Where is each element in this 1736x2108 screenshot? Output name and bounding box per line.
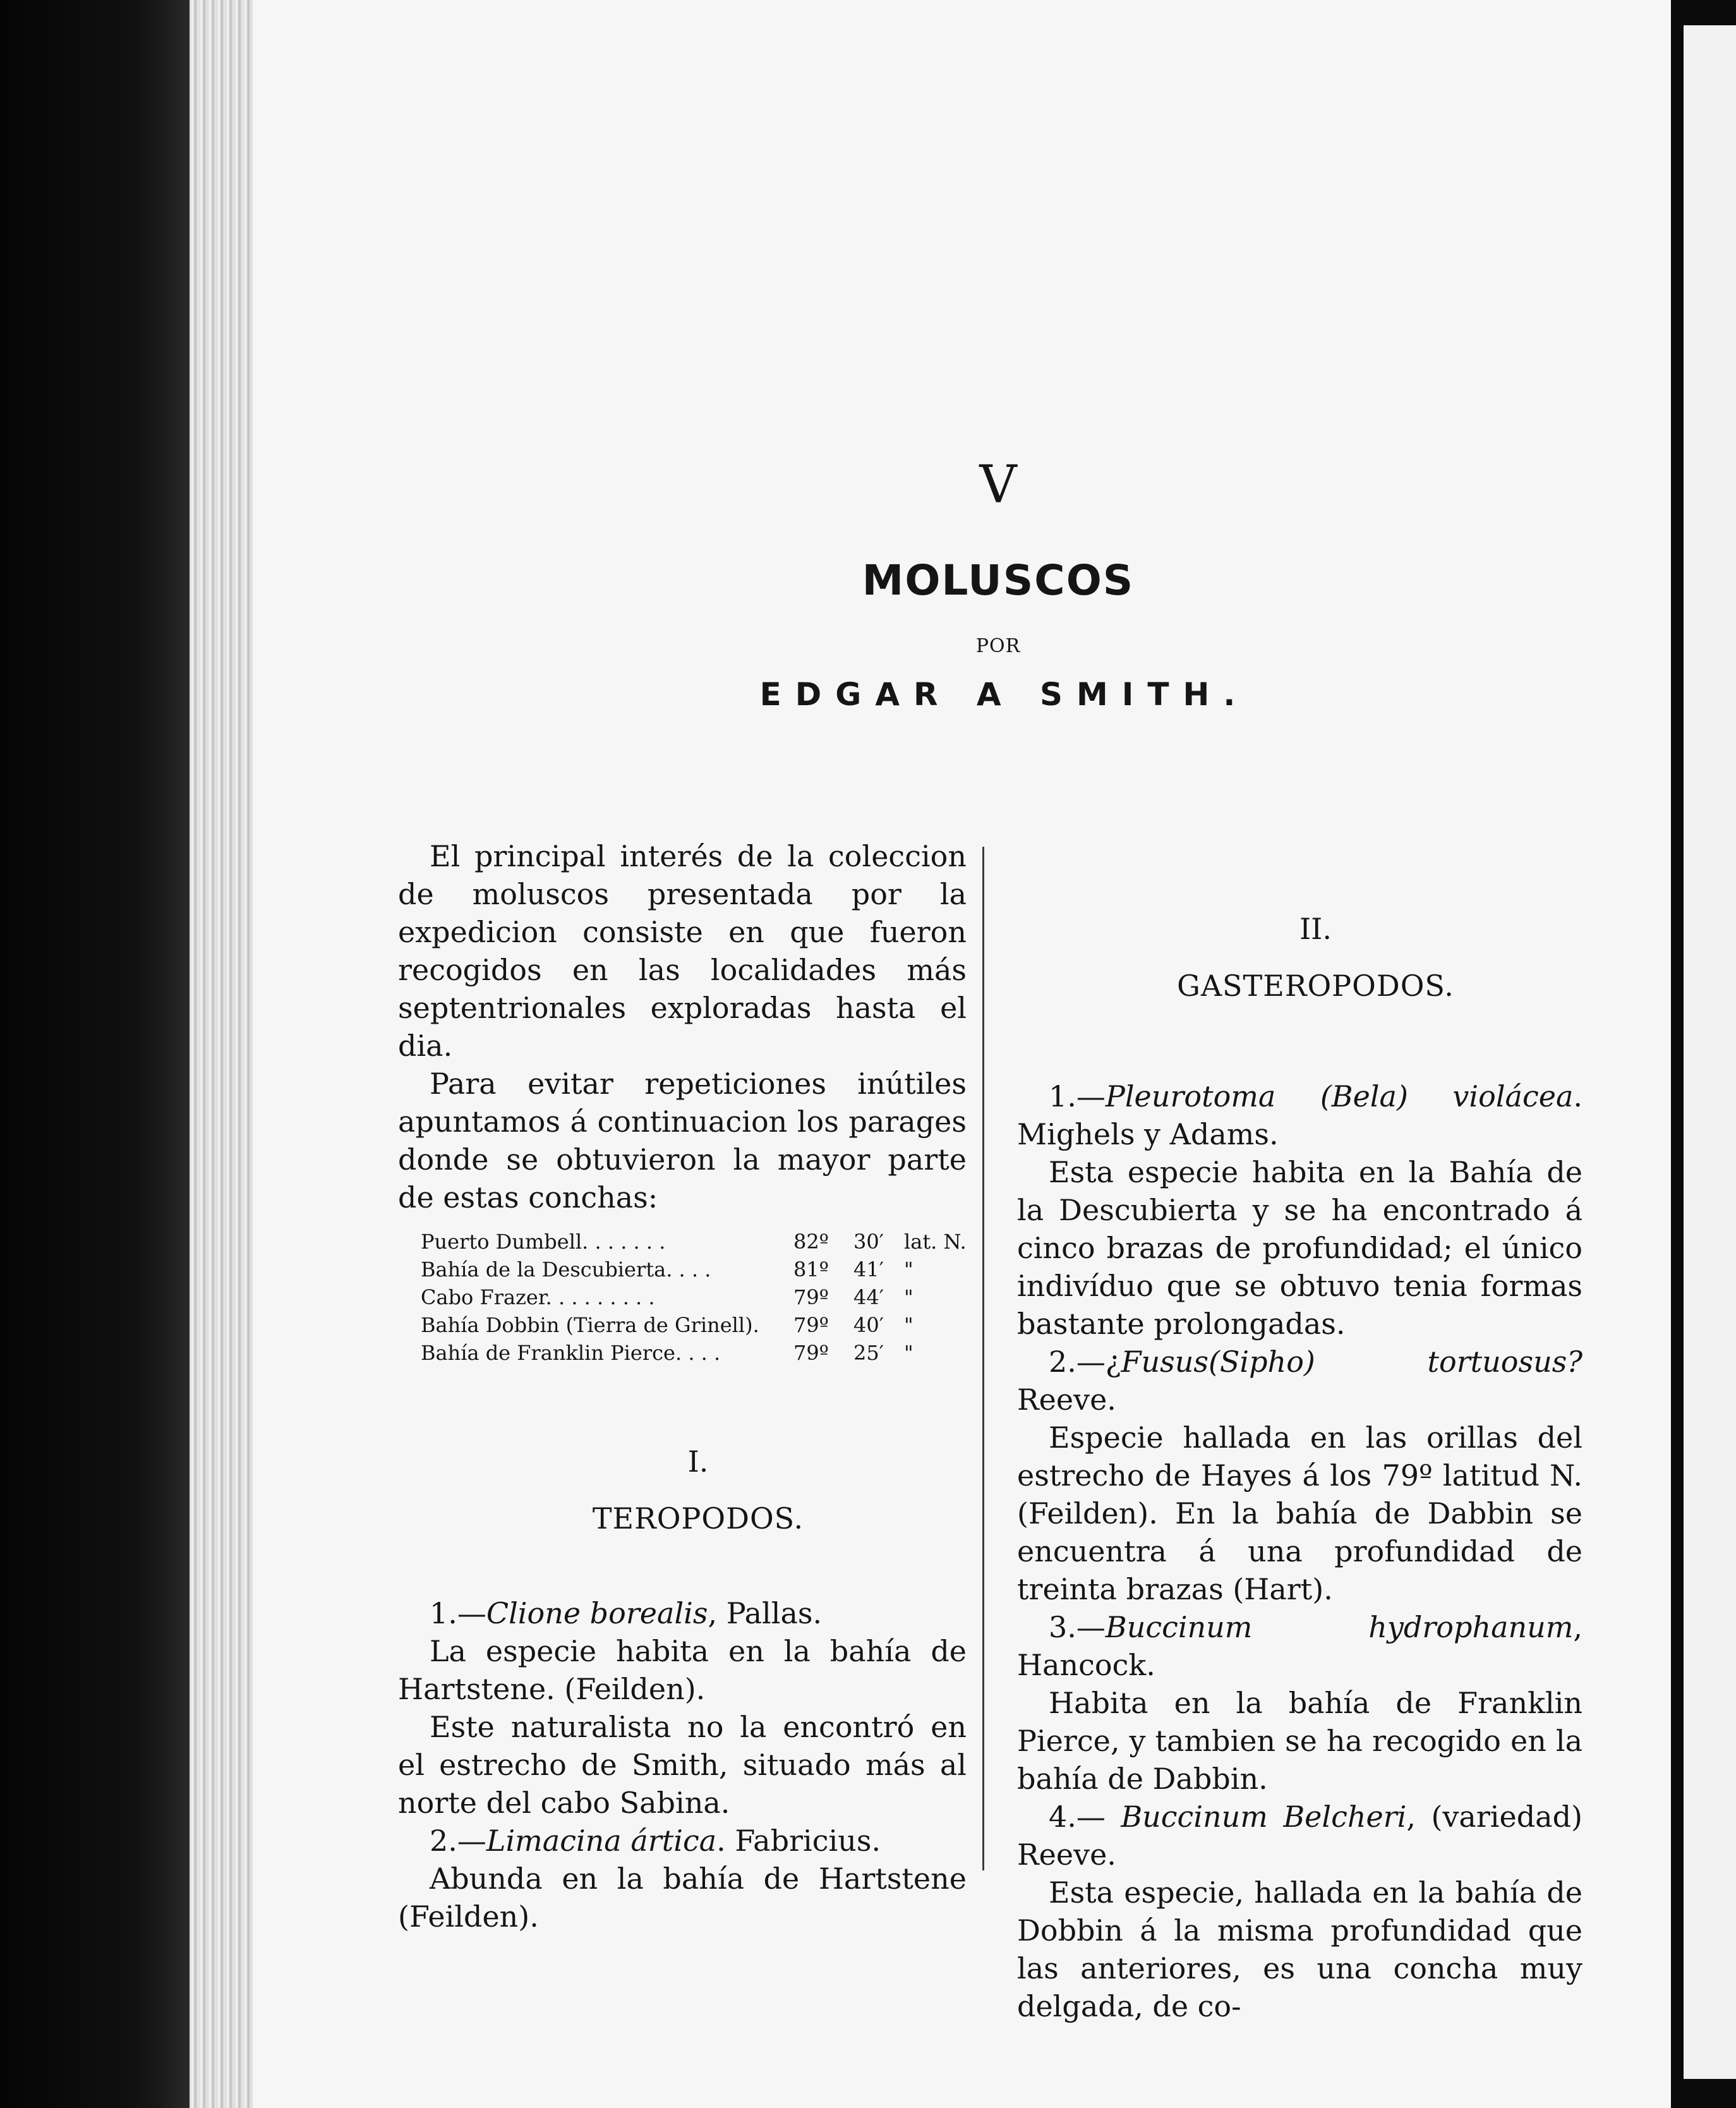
species-text: La especie habita en la bahía de Hartstene. (Feilden). (398, 1634, 967, 1706)
location-place: Bahía Dobbin (Tierra de Grinell). (421, 1313, 759, 1337)
location-place: Puerto Dumbell. . . . . . . (421, 1230, 666, 1254)
location-degrees: 79º (793, 1341, 829, 1365)
species-author: , Hancock. (1017, 1610, 1582, 1682)
species-text: Habita en la bahía de Franklin Pierce, y tambien se ha recogido en la bahía de Dabbin. (1017, 1686, 1582, 1796)
species-author: . Fabricius. (716, 1824, 881, 1858)
location-minutes: 40′ (853, 1313, 884, 1337)
location-degrees: 82º (793, 1230, 829, 1254)
species-heading (1017, 1798, 1582, 1874)
species-number: 1.— (430, 1596, 486, 1630)
locations-table (421, 1228, 989, 1367)
location-degrees: 81º (793, 1257, 829, 1281)
section-2-number: II. (1299, 912, 1332, 946)
species-heading (1017, 1343, 1582, 1419)
adjacent-page-edge (1684, 25, 1736, 2079)
species-text: Esta especie habita en la Bahía de la Descubierta y se ha encontrado á cinco brazas de profundidad; el único indivíduo que se obtuvo tenia formas bastante prolongadas. (1017, 1155, 1582, 1341)
intro-paragraph-1: El principal interés de la coleccion de moluscos presentada por la expedicion consiste en que fueron recogidos en las localidades más septentrionales exploradas hasta el dia. (398, 839, 967, 1063)
section-1-number: I. (687, 1445, 709, 1479)
species-name: Fusus(Sipho) tortuosus? (1121, 1345, 1582, 1379)
chapter-title: MOLUSCOS (862, 556, 1135, 605)
species-author: , (variedad) Reeve. (1017, 1800, 1583, 1872)
species-name: Buccinum Belcheri (1121, 1800, 1407, 1834)
species-number: 3.— (1049, 1610, 1106, 1644)
species-text: Esta especie, hallada en la bahía de Dobbin á la misma profundidad que las anteriores, es una concha muy delgada, de co- (1017, 1875, 1582, 2023)
byline-por: POR (975, 635, 1021, 657)
location-minutes: 30′ (853, 1230, 884, 1254)
chapter-number: V (979, 455, 1017, 515)
location-row (421, 1283, 989, 1311)
location-minutes: 25′ (853, 1341, 884, 1365)
species-heading (398, 1822, 967, 1860)
species-name: Limacina ártica (486, 1824, 717, 1858)
species-number: 2.—¿ (1049, 1345, 1121, 1379)
species-name: Clione borealis (486, 1596, 708, 1630)
right-column (1017, 1077, 1582, 2025)
species-text: Abunda en la bahía de Hartstene (Feilden). (398, 1862, 967, 1934)
section-1-title: TEROPODOS. (592, 1501, 804, 1536)
species-name: Buccinum hydrophanum (1105, 1610, 1574, 1644)
species-number: 4.— (1049, 1800, 1121, 1834)
intro-paragraph-2: Para evitar repeticiones inútiles apuntamos á continuacion los parages donde se obtuvieron la mayor parte de estas conchas: (398, 1067, 967, 1215)
author-name: EDGAR A SMITH. (759, 676, 1250, 713)
species-text: Especie hallada en las orillas del estrecho de Hayes á los 79º latitud N. (Feilden). En la bahía de Dabbin se encuentra á una profundidad de treinta brazas (Hart). (1017, 1420, 1582, 1606)
section-2-title: GASTEROPODOS. (1177, 969, 1454, 1003)
location-row (421, 1311, 989, 1339)
left-column (398, 837, 967, 1935)
species-heading (1017, 1077, 1582, 1153)
location-row (421, 1256, 989, 1283)
location-place: Bahía de Franklin Pierce. . . . (421, 1341, 721, 1365)
species-author: Reeve. (1017, 1383, 1116, 1417)
location-degrees: 79º (793, 1285, 829, 1309)
location-minutes: 41′ (853, 1257, 884, 1281)
section-2-header (1017, 910, 1582, 1005)
location-place: Bahía de la Descubierta. . . . (421, 1257, 711, 1281)
location-row (421, 1339, 989, 1367)
location-latitude: lat. N. (904, 1230, 967, 1254)
species-number: 1.— (1049, 1079, 1106, 1113)
species-heading (1017, 1608, 1582, 1684)
location-degrees: 79º (793, 1313, 829, 1337)
species-author: , Pallas. (708, 1596, 823, 1630)
location-latitude: " (904, 1285, 913, 1309)
location-latitude: " (904, 1341, 913, 1365)
location-minutes: 44′ (853, 1285, 884, 1309)
book-binding (0, 0, 190, 2108)
species-author: . Mighels y Adams. (1017, 1079, 1582, 1151)
species-number: 2.— (430, 1824, 486, 1858)
species-text: Este naturalista no la encontró en el estrecho de Smith, situado más al norte del cabo Sabina. (398, 1710, 967, 1820)
location-latitude: " (904, 1257, 913, 1281)
location-latitude: " (904, 1313, 913, 1337)
species-name: Pleurotoma (Bela) violácea (1105, 1079, 1574, 1113)
location-row (421, 1228, 989, 1256)
species-heading (398, 1594, 967, 1632)
page-edges (190, 0, 253, 2108)
location-place: Cabo Frazer. . . . . . . . . (421, 1285, 655, 1309)
